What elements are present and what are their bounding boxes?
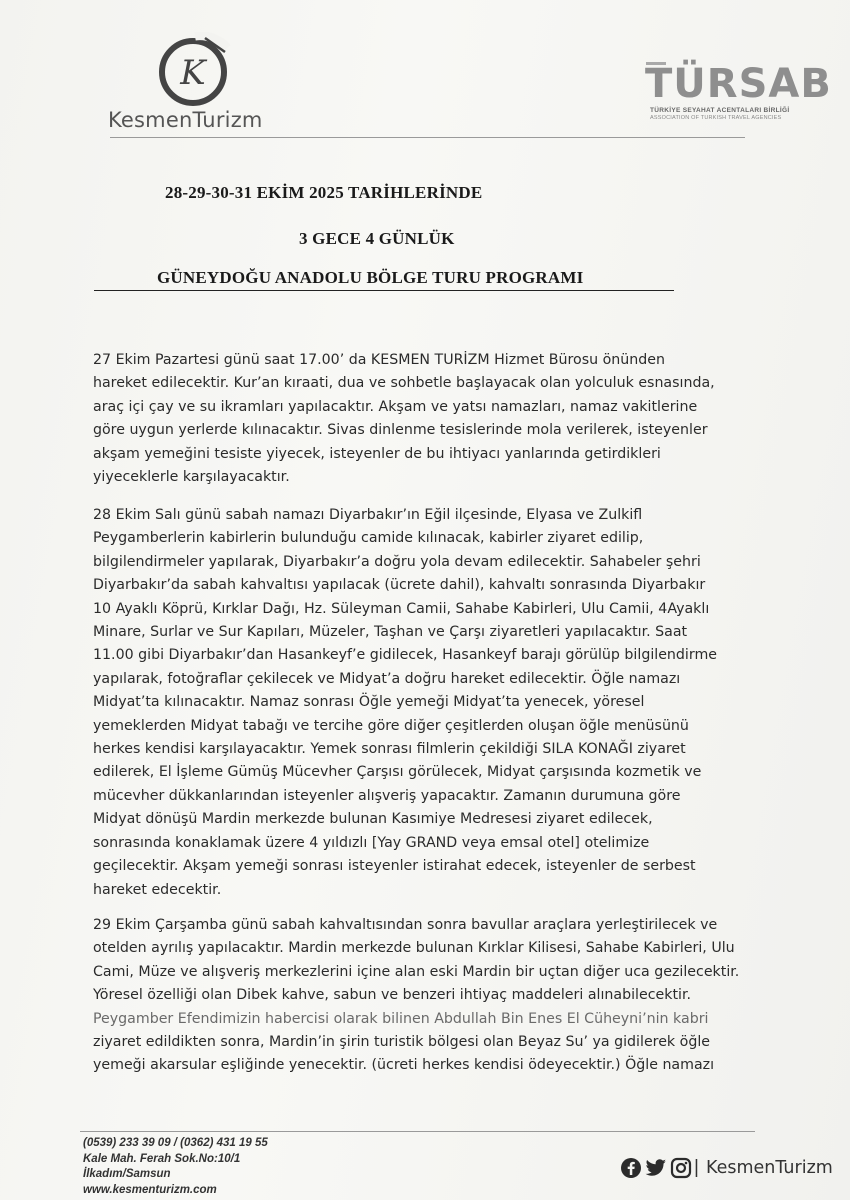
tursab-subtitle-tr: TÜRKİYE SEYAHAT ACENTALARI BİRLİĞİ <box>650 107 790 114</box>
text-line: geçilecektir. Akşam yemeği sonrası isteyenler istirahat edecek, isteyenler de serbest <box>93 858 696 875</box>
facebook-icon <box>620 1157 642 1179</box>
text-line: Midyat’ta kılınacaktır. Namaz sonrası Öğle yemeği Midyat’ta yenecek, yöresel <box>93 694 645 711</box>
text-line: göre uygun yerlerde kılınacaktır. Sivas dinlenme tesislerinde mola verilerek, isteyenler <box>93 422 708 439</box>
footer-address-line1: Kale Mah. Ferah Sok.No:10/1 <box>83 1152 241 1165</box>
text-line: Midyat dönüşü Mardin merkezde bulunan Kasımiye Medresesi ziyaret edilecek, <box>93 811 653 828</box>
text-line: 27 Ekim Pazartesi günü saat 17.00’ da KESMEN TURİZM Hizmet Bürosu önünden <box>93 352 665 368</box>
company-logo-text: KesmenTurizm <box>108 108 263 132</box>
text-line: herkes kendisi karşılayacaktır. Yemek sonrası filmlerin çekildiği SILA KONAĞI ziyaret <box>93 741 686 758</box>
text-line: sonrasında konaklamak üzere 4 yıldızlı [Yay GRAND veya emsal otel] otelimize <box>93 834 650 851</box>
text-line: 28 Ekim Salı günü sabah namazı Diyarbakır’ın Eğil ilçesinde, Elyasa ve Zulkifl <box>93 507 643 523</box>
footer-website: www.kesmenturizm.com <box>83 1183 217 1196</box>
footer-address-line2: İlkadım/Samsun <box>83 1168 171 1181</box>
title-underline <box>94 290 674 291</box>
tursab-logo <box>640 58 832 138</box>
text-line: yemeği akarsular eşliğinde yenecektir. (ücreti herkes kendisi ödeyecektir.) Öğle namazı <box>93 1057 715 1074</box>
text-line: Diyarbakır’da sabah kahvaltısı yapılacak (ücrete dahil), kahvaltı sonrasında Diyarbakır <box>93 577 706 594</box>
paragraph-day1 <box>93 349 753 489</box>
text-line: akşam yemeğini tesiste yiyecek, isteyenler de bu ihtiyacı yanlarında getirdikleri <box>93 445 661 462</box>
text-line: edilerek, El İşleme Gümüş Mücevher Çarşısı görülecek, Midyat çarşısında kozmetik ve <box>93 764 702 781</box>
text-line: yapılarak, fotoğraflar çekilecek ve Midyat’a doğru hareket edilecektir. Öğle namazı <box>93 670 681 687</box>
text-line: Yöresel özelliği olan Dibek kahve, sabun ve benzeri ihtiyaç maddeleri alınabilecektir. <box>93 987 691 1004</box>
text-line: 10 Ayaklı Köprü, Kırklar Dağı, Hz. Süleyman Camii, Sahabe Kabirleri, Ulu Camii, 4Ayaklı <box>93 600 710 617</box>
text-line: ziyaret edildikten sonra, Mardin’in şirin turistik bölgesi olan Beyaz Su’ ya gidilerek öğle <box>93 1034 711 1051</box>
text-line: yemeklerden Midyat tabağı ve tercihe göre diğer çeşitlerden oluşan öğle menüsünü <box>93 717 689 734</box>
text-line: bilgilendirmeler yapılarak, Diyarbakır’a doğru yola devam edilecektir. Sahabeler şehri <box>93 553 701 570</box>
header-divider <box>110 137 745 138</box>
logo-letter: K <box>180 53 206 93</box>
title-program: GÜNEYDOĞU ANADOLU BÖLGE TURU PROGRAMI <box>157 268 584 287</box>
paragraph-day3 <box>93 914 753 1078</box>
tursab-subtitle-en: ASSOCIATION OF TURKISH TRAVEL AGENCIES <box>650 115 782 121</box>
footer-contact <box>83 1136 268 1198</box>
paragraph-day2 <box>93 504 753 902</box>
title-dates: 28-29-30-31 EKİM 2025 TARİHLERİNDE <box>165 183 483 202</box>
social-handle: KesmenTurizm <box>706 1158 833 1178</box>
text-line: mücevher dükkanlarından isteyenler alışveriş yapacaktır. Zamanın durumuna göre <box>93 787 681 804</box>
text-line: 11.00 gibi Diyarbakır’dan Hasankeyf’e gidilecek, Hasankeyf barajı görülüp bilgilendirme <box>93 647 718 664</box>
text-line: hareket edilecektir. Kur’an kıraati, dua ve sohbetle başlayacak olan yolculuk esnasında, <box>93 375 715 392</box>
text-line: Peygamberlerin kabirlerin bulunduğu camide kılınacak, kabirler ziyaret edilip, <box>93 530 644 547</box>
kesmen-logo <box>100 30 290 140</box>
text-line: Cami, Müze ve alışveriş merkezlerini içine alan eski Mardin bir uçtan diğer uca gezilecektir. <box>93 963 740 980</box>
text-line: otelden ayrılış yapılacaktır. Mardin merkezde bulunan Kırklar Kilisesi, Sahabe Kabirleri, Ulu <box>93 940 735 957</box>
text-line: araç içi çay ve su ikramları yapılacaktır. Akşam ve yatsı namazları, namaz vakitlerine <box>93 398 698 415</box>
text-line: Peygamber Efendimizin habercisi olarak bilinen Abdullah Bin Enes El Cüheyni’nin kabri <box>93 1010 709 1027</box>
text-line: hareket edecektir. <box>93 881 222 898</box>
kesmen-logo-mark <box>155 32 235 112</box>
tursab-wordmark: TÜRSAB <box>645 61 832 107</box>
footer-phone: (0539) 233 39 09 / (0362) 431 19 55 <box>83 1137 268 1149</box>
title-duration: 3 GECE 4 GÜNLÜK <box>299 229 455 248</box>
text-line: 29 Ekim Çarşamba günü sabah kahvaltısından sonra bavullar araçlara yerleştirilecek ve <box>93 917 718 933</box>
social-separator: | <box>694 1157 699 1178</box>
instagram-icon <box>670 1157 692 1179</box>
twitter-icon <box>644 1157 668 1179</box>
footer-divider <box>80 1131 755 1132</box>
text-line: Minare, Surlar ve Sur Kapıları, Müzeler, Taşhan ve Çarşı ziyaretleri yapılacaktır. Saat <box>93 624 688 641</box>
text-line: yiyeceklerle karşılayacaktır. <box>93 469 290 486</box>
